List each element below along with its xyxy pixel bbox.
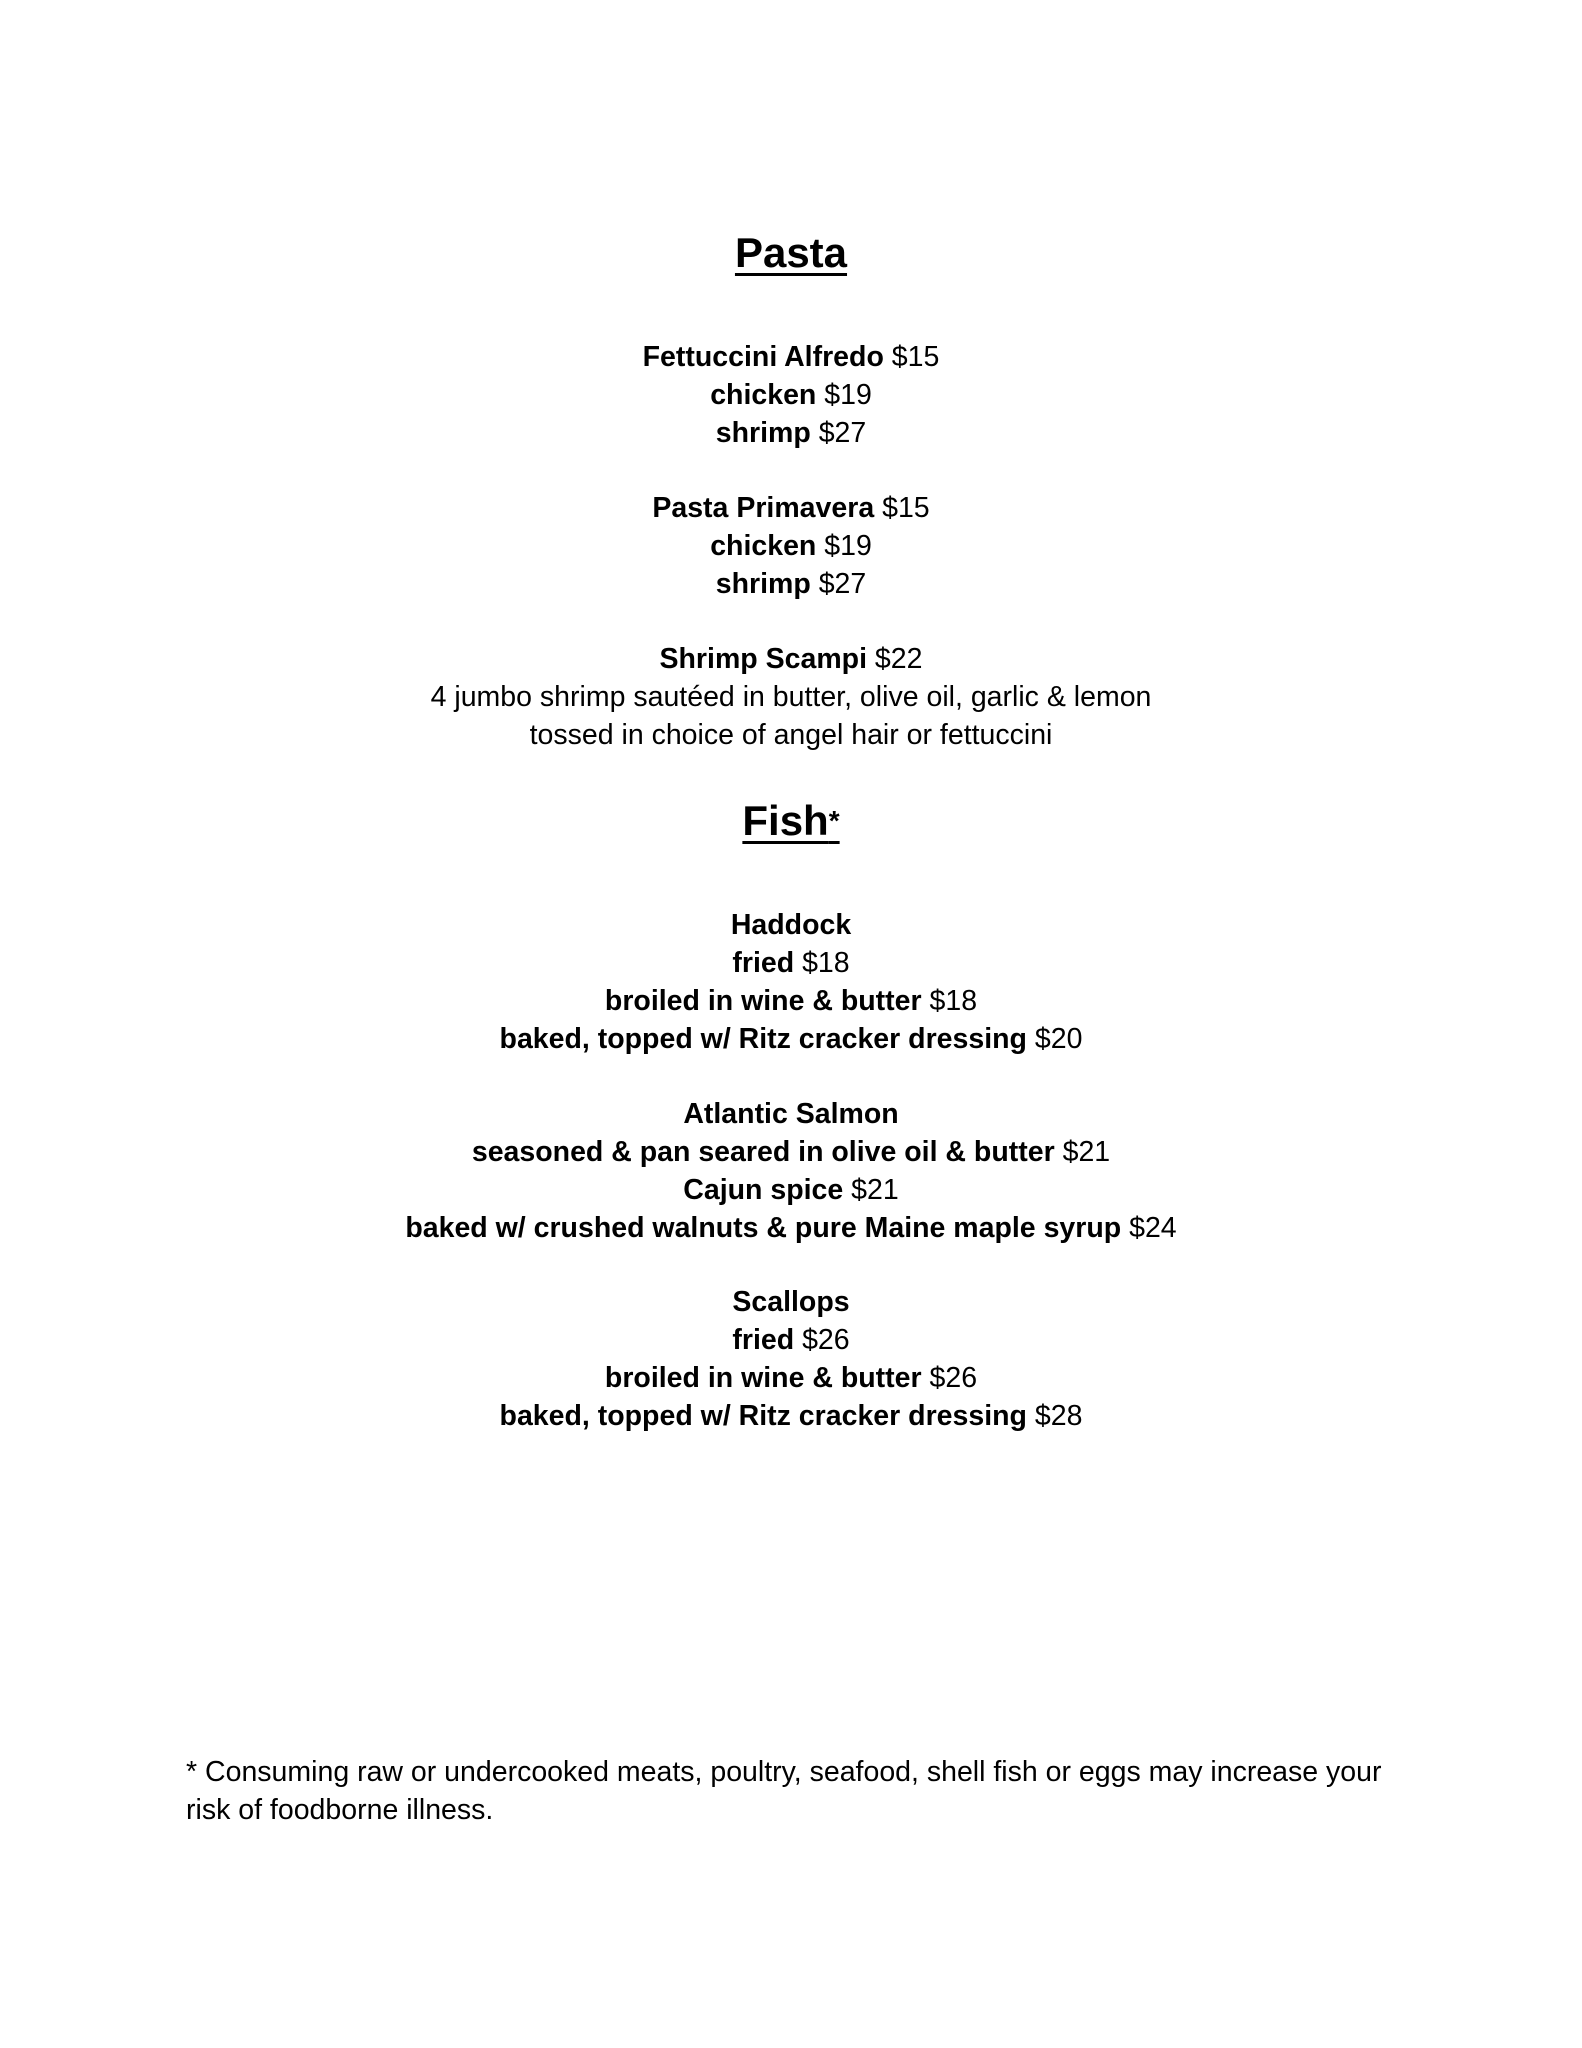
pasta-heading <box>0 228 1582 278</box>
item-option: broiled in wine & butter <box>604 985 922 1017</box>
item-price: $24 <box>1129 1212 1177 1244</box>
item-line <box>0 565 1582 603</box>
item-line <box>0 414 1582 452</box>
item-line <box>0 640 1582 678</box>
fish-title-wrap <box>742 797 839 844</box>
item-name: Pasta Primavera <box>652 492 875 524</box>
fish-marker: * <box>828 805 840 836</box>
item-price: $19 <box>824 379 872 411</box>
item-price: $15 <box>891 341 940 373</box>
item-price: $26 <box>802 1324 850 1356</box>
menu-item-haddock <box>0 906 1582 1058</box>
item-name: Shrimp Scampi <box>659 643 867 675</box>
item-line <box>0 944 1582 982</box>
item-line <box>0 376 1582 414</box>
item-name: Atlantic Salmon <box>683 1098 899 1130</box>
item-option: chicken <box>710 379 817 411</box>
item-option: fried <box>732 947 795 979</box>
item-line <box>0 1321 1582 1359</box>
item-line <box>0 1209 1582 1247</box>
menu-item-scallops <box>0 1283 1582 1435</box>
item-price: $21 <box>851 1174 899 1206</box>
menu-item-atlantic-salmon <box>0 1095 1582 1247</box>
item-price: $18 <box>802 947 850 979</box>
menu-item-pasta-primavera <box>0 489 1582 603</box>
item-line <box>0 982 1582 1020</box>
item-price: $22 <box>874 643 923 675</box>
item-option: seasoned & pan seared in olive oil & butter <box>471 1136 1055 1168</box>
item-option: baked, topped w/ Ritz cracker dressing <box>499 1400 1027 1432</box>
item-line <box>0 527 1582 565</box>
item-line <box>0 1171 1582 1209</box>
item-option: shrimp <box>715 417 811 449</box>
fish-title: Fish <box>742 797 829 844</box>
item-option: Cajun spice <box>683 1174 844 1206</box>
item-option: broiled in wine & butter <box>604 1362 922 1394</box>
item-option: chicken <box>710 530 817 562</box>
item-price: $27 <box>818 568 867 600</box>
item-price: $26 <box>929 1362 978 1394</box>
item-option: shrimp <box>715 568 811 600</box>
item-name: Fettuccini Alfredo <box>642 341 884 373</box>
item-price: $21 <box>1062 1136 1111 1168</box>
health-warning-footnote: * Consuming raw or undercooked meats, poultry, seafood, shell fish or eggs may increase your risk of foodborne illness. <box>186 1756 1382 1826</box>
item-line <box>0 1397 1582 1435</box>
item-line <box>0 1020 1582 1058</box>
item-option: baked w/ crushed walnuts & pure Maine maple syrup <box>405 1212 1122 1244</box>
fish-heading <box>0 796 1582 846</box>
item-price: $28 <box>1034 1400 1083 1432</box>
item-option: baked, topped w/ Ritz cracker dressing <box>499 1023 1027 1055</box>
item-name: Scallops <box>732 1286 850 1318</box>
item-line <box>0 1133 1582 1171</box>
item-price: $27 <box>818 417 867 449</box>
item-line <box>0 489 1582 527</box>
item-option: fried <box>732 1324 795 1356</box>
menu-item-fettuccini-alfredo <box>0 338 1582 452</box>
pasta-title: Pasta <box>734 229 848 276</box>
item-description: 4 jumbo shrimp sautéed in butter, olive oil, garlic & lemon <box>430 681 1152 713</box>
item-price: $19 <box>824 530 872 562</box>
item-price: $18 <box>929 985 978 1017</box>
item-line <box>0 338 1582 376</box>
item-price: $15 <box>882 492 930 524</box>
menu-item-shrimp-scampi <box>0 640 1582 754</box>
item-description: tossed in choice of angel hair or fettuccini <box>529 719 1053 751</box>
item-line <box>0 1359 1582 1397</box>
item-price: $20 <box>1034 1023 1083 1055</box>
item-name: Haddock <box>730 909 852 941</box>
